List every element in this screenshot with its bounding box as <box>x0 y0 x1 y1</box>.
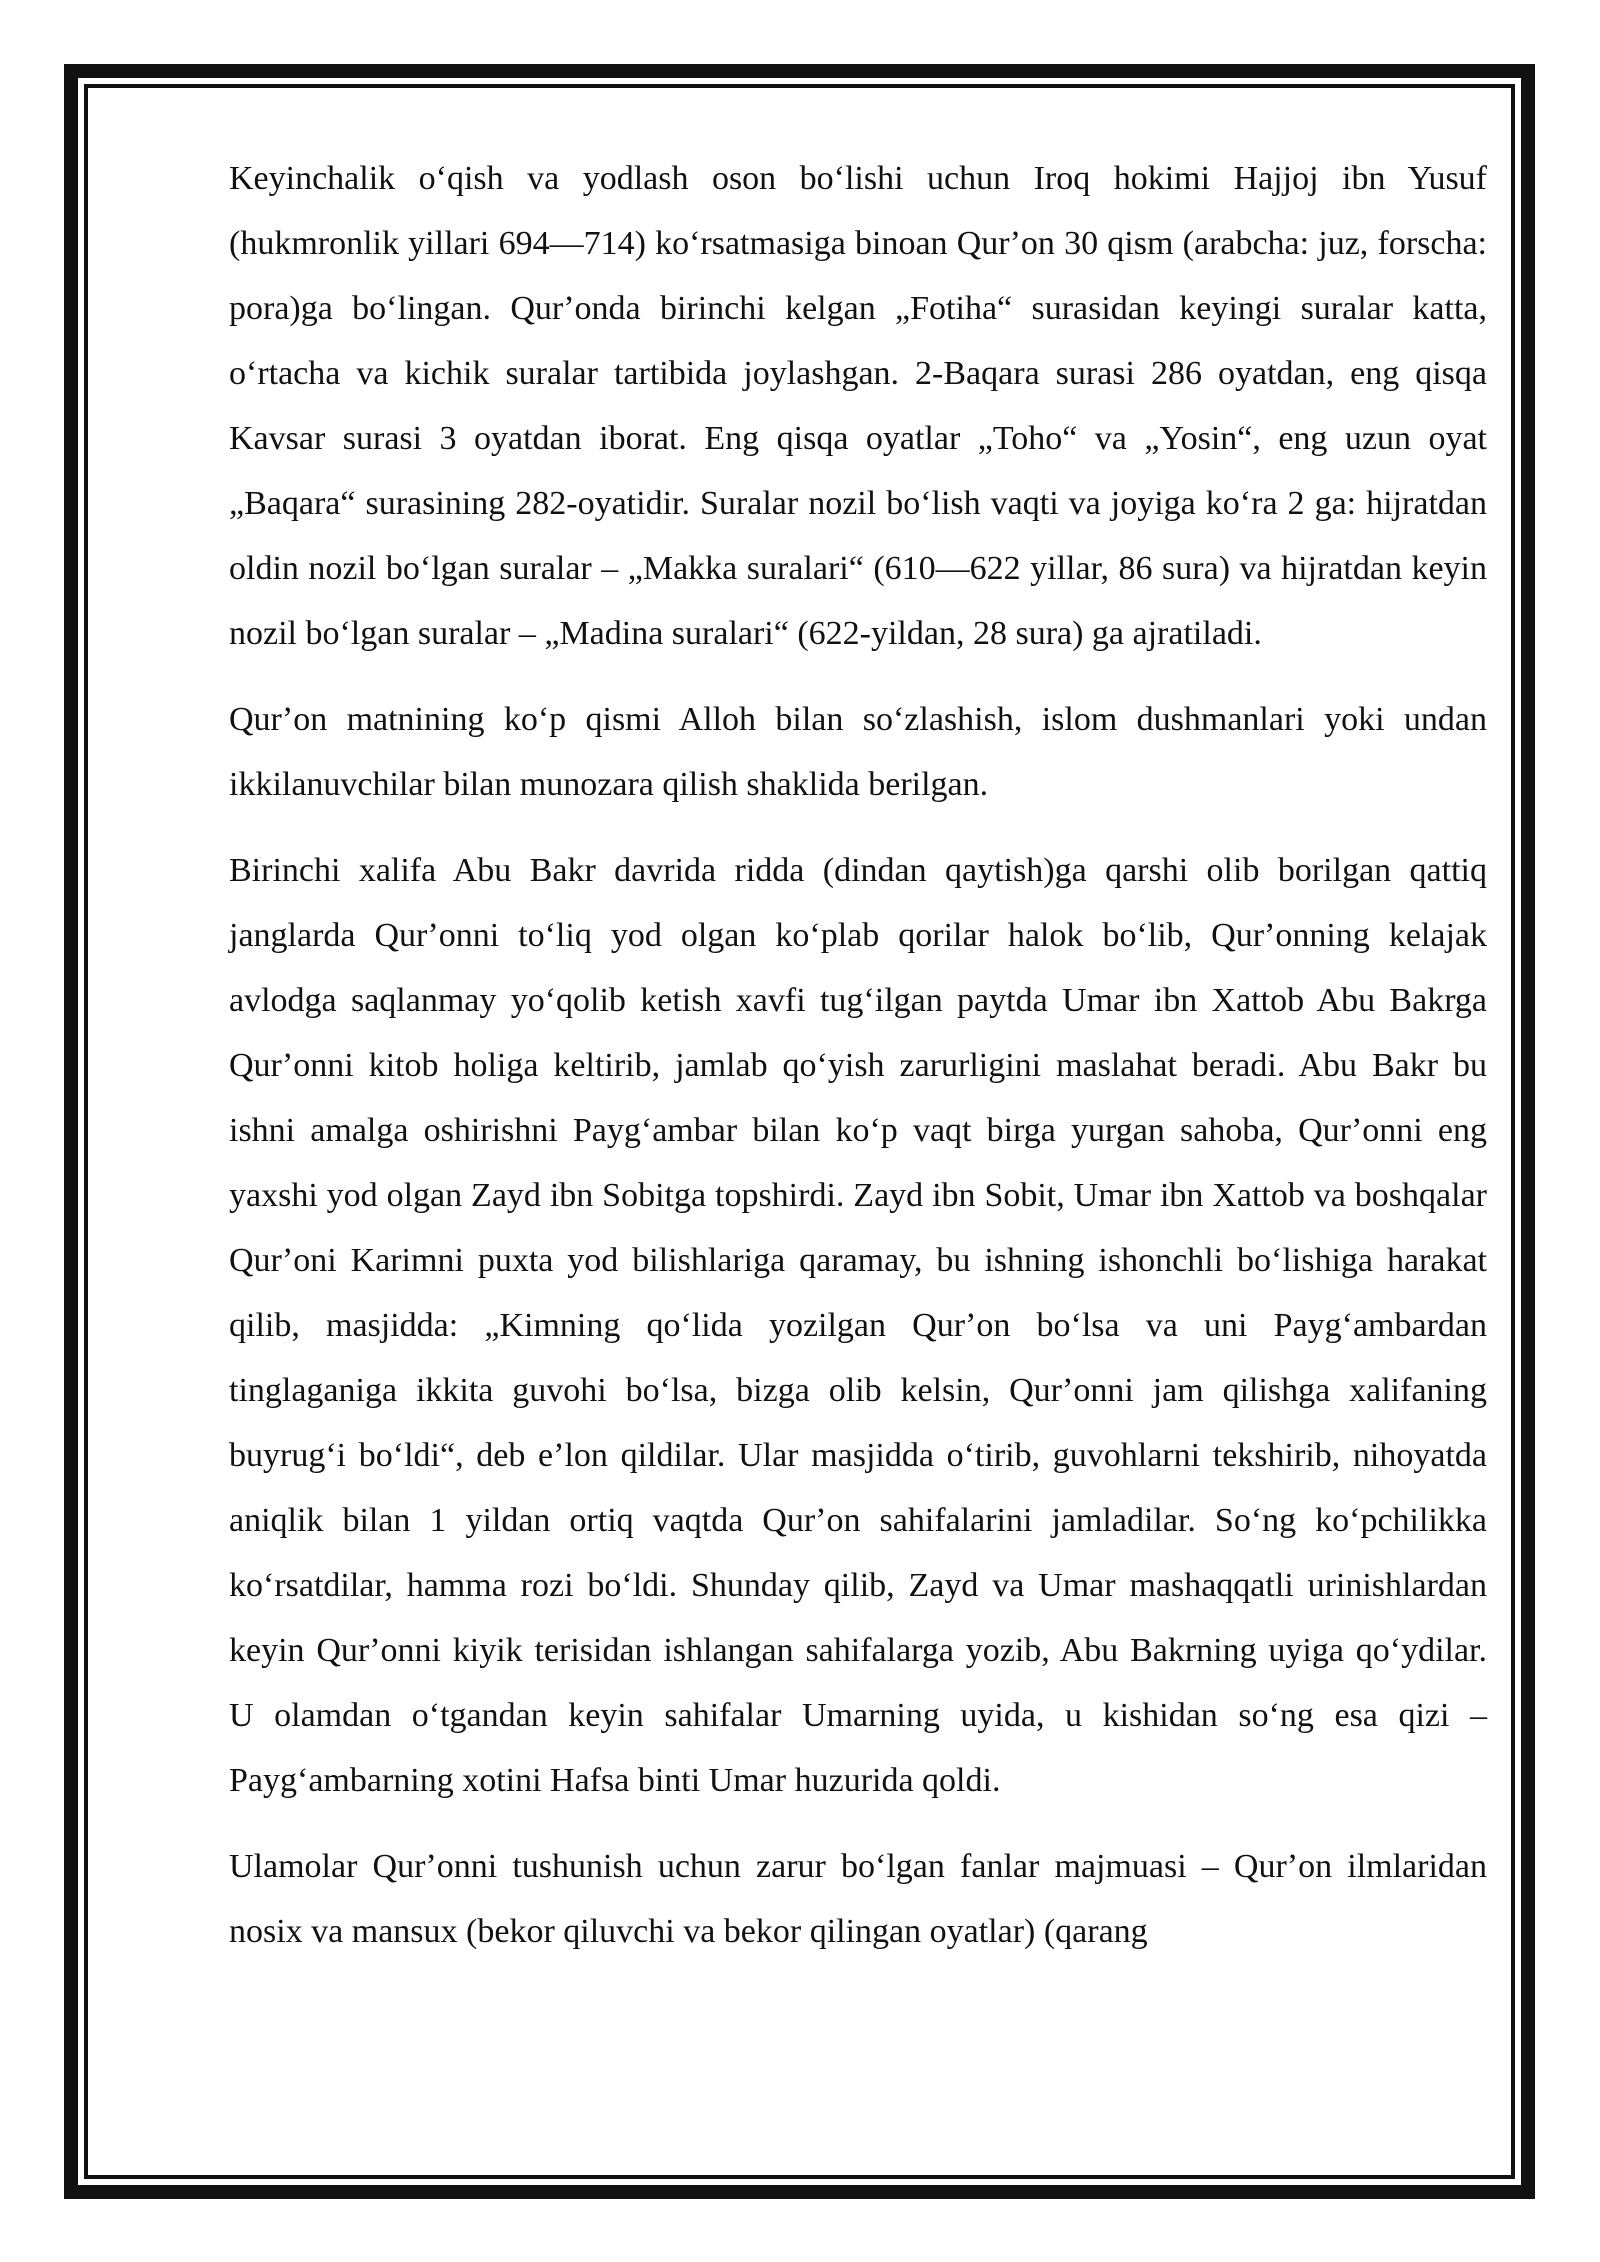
paragraph-2: Qurʼon matnining koʻp qismi Alloh bilan soʻzlashish, islom dushmanlari yoki undan ikkilanuvchilar bilan munozara qilish shaklida berilgan. <box>229 701 1487 803</box>
paragraph-4: Ulamolar Qurʼonni tushunish uchun zarur boʻlgan fanlar majmuasi – Qurʼon ilmlaridan nosix va mansux (bekor qiluvchi va bekor qilingan oyatlar) (qarang <box>229 1848 1487 1950</box>
paragraph-3: Birinchi xalifa Abu Bakr davrida ridda (dindan qaytish)ga qarshi olib borilgan qattiq janglarda Qurʼonni toʻliq yod olgan koʻplab qorilar halok boʻlib, Qurʼonning kelajak avlodga saqlanmay yoʻqolib ketish xavfi tugʻilgan paytda Umar ibn Xattob Abu Bakrga Qurʼonni kitob holiga keltirib, jamlab qoʻyish zarurligini maslahat beradi. Abu Bakr bu ishni amalga oshirishni Paygʻambar bilan koʻp vaqt birga yurgan sahoba, Qurʼonni eng yaxshi yod olgan Zayd ibn Sobitga topshirdi. Zayd ibn Sobit, Umar ibn Xattob va boshqalar Qurʼoni Karimni puxta yod bilishlariga qaramay, bu ishning ishonchli boʻlishiga harakat qilib, masjidda: „Kimning qoʻlida yozilgan Qurʼon boʻlsa va uni Paygʻambardan tinglaganiga ikkita guvohi boʻlsa, bizga olib kelsin, Qurʼonni jam qilishga xalifaning buyrugʻi boʻldi“, deb eʼlon qildilar. Ular masjidda oʻtirib, guvohlarni tekshirib, nihoyatda aniqlik bilan 1 yildan ortiq vaqtda Qurʼon sahifalarini jamladilar. Soʻng koʻpchilikka koʻrsatdilar, hamma rozi boʻldi. Shunday qilib, Zayd va Umar mashaqqatli urinishlardan keyin Qurʼonni kiyik terisidan ishlangan sahifalarga yozib, Abu Bakrning uyiga qoʻydilar. U olamdan oʻtgandan keyin sahifalar Umarning uyida, u kishidan soʻng esa qizi – Paygʻambarning xotini Hafsa binti Umar huzurida qoldi. <box>229 852 1487 1799</box>
paragraph-1: Keyinchalik oʻqish va yodlash oson boʻlishi uchun Iroq hokimi Hajjoj ibn Yusuf (hukmronlik yillari 694—714) koʻrsatmasiga binoan Qurʼon 30 qism (arabcha: juz, forscha: pora)ga boʻlingan. Qurʼonda birinchi kelgan „Fotiha“ surasidan keyingi suralar katta, oʻrtacha va kichik suralar tartibida joylashgan. 2-Baqara surasi 286 oyatdan, eng qisqa Kavsar surasi 3 oyatdan iborat. Eng qisqa oyatlar „Toho“ va „Yosin“, eng uzun oyat „Baqara“ surasining 282-oyatidir. Suralar nozil boʻlish vaqti va joyiga koʻra 2 ga: hijratdan oldin nozil boʻlgan suralar – „Makka suralari“ (610—622 yillar, 86 sura) va hijratdan keyin nozil boʻlgan suralar – „Madina suralari“ (622-yildan, 28 sura) ga ajratiladi. <box>229 160 1487 652</box>
document-body <box>229 146 1487 1985</box>
